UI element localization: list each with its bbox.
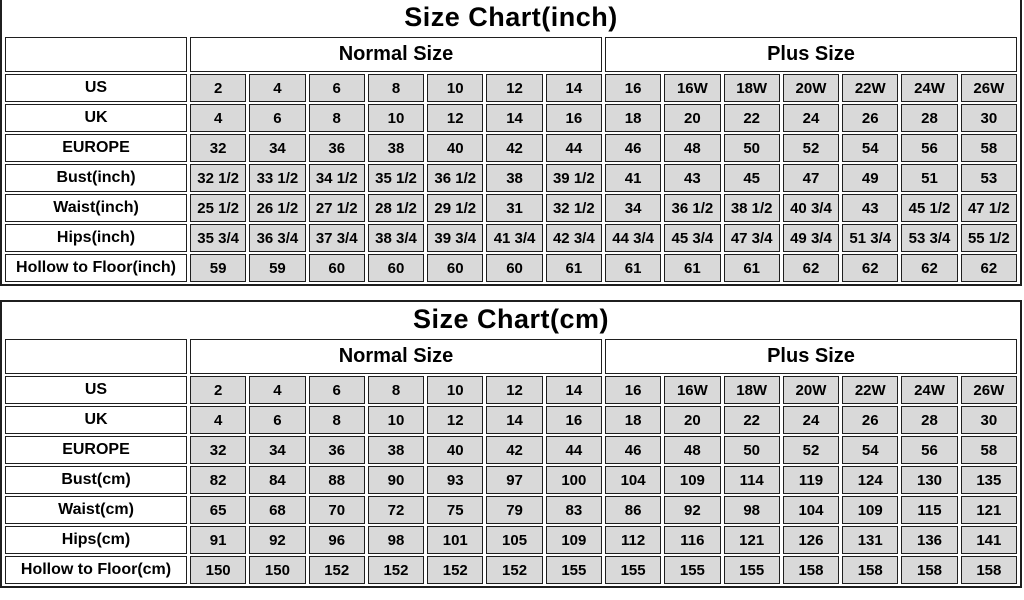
size-cell: 38: [368, 134, 424, 162]
group-header-row: [5, 339, 1017, 374]
size-cell: 109: [664, 466, 720, 494]
size-cell: 44 3/4: [605, 224, 661, 252]
size-cell: 155: [605, 556, 661, 584]
size-cell: 60: [368, 254, 424, 282]
size-cell: 124: [842, 466, 898, 494]
size-cell: 158: [901, 556, 957, 584]
row-label: UK: [5, 104, 187, 132]
size-cell: 96: [309, 526, 365, 554]
size-cell: 92: [664, 496, 720, 524]
size-cell: 39 3/4: [427, 224, 483, 252]
size-chart-inch-block: [0, 0, 1022, 286]
size-cell: 48: [664, 436, 720, 464]
table-row: [5, 74, 1017, 102]
size-cell: 2: [190, 376, 246, 404]
size-cell: 62: [842, 254, 898, 282]
table-row: [5, 466, 1017, 494]
table-row: [5, 254, 1017, 282]
size-cell: 155: [724, 556, 780, 584]
size-cell: 24: [783, 104, 839, 132]
size-cell: 62: [783, 254, 839, 282]
size-cell: 56: [901, 134, 957, 162]
size-cell: 26: [842, 104, 898, 132]
size-cell: 20: [664, 406, 720, 434]
size-cell: 40 3/4: [783, 194, 839, 222]
size-cell: 16: [546, 406, 602, 434]
row-label: US: [5, 74, 187, 102]
size-cell: 53 3/4: [901, 224, 957, 252]
size-cell: 97: [486, 466, 542, 494]
chart-title-cm: Size Chart(cm): [412, 304, 610, 334]
row-label: Hollow to Floor(cm): [5, 556, 187, 584]
size-cell: 116: [664, 526, 720, 554]
table-row: [5, 496, 1017, 524]
size-cell: 152: [427, 556, 483, 584]
size-cell: 58: [961, 134, 1017, 162]
size-cell: 2: [190, 74, 246, 102]
size-cell: 45 1/2: [901, 194, 957, 222]
size-cell: 152: [309, 556, 365, 584]
size-cell: 91: [190, 526, 246, 554]
size-cell: 43: [664, 164, 720, 192]
size-cell: 100: [546, 466, 602, 494]
table-row: [5, 194, 1017, 222]
row-label: EUROPE: [5, 436, 187, 464]
size-cell: 6: [249, 406, 305, 434]
size-cell: 41: [605, 164, 661, 192]
size-cell: 158: [842, 556, 898, 584]
size-cell: 45: [724, 164, 780, 192]
size-cell: 150: [190, 556, 246, 584]
size-cell: 14: [486, 104, 542, 132]
row-label: Bust(inch): [5, 164, 187, 192]
size-cell: 31: [486, 194, 542, 222]
size-cell: 50: [724, 436, 780, 464]
size-cell: 61: [724, 254, 780, 282]
size-cell: 54: [842, 436, 898, 464]
size-cell: 32 1/2: [546, 194, 602, 222]
size-cell: 109: [546, 526, 602, 554]
size-cell: 18W: [724, 74, 780, 102]
size-cell: 105: [486, 526, 542, 554]
group-header: Plus Size: [605, 339, 1017, 374]
row-label: EUROPE: [5, 134, 187, 162]
size-cell: 112: [605, 526, 661, 554]
size-cell: 72: [368, 496, 424, 524]
size-cell: 152: [486, 556, 542, 584]
size-cell: 4: [249, 74, 305, 102]
size-cell: 45 3/4: [664, 224, 720, 252]
size-cell: 79: [486, 496, 542, 524]
row-label: Bust(cm): [5, 466, 187, 494]
table-row: [5, 104, 1017, 132]
size-cell: 8: [309, 104, 365, 132]
table-row: [5, 134, 1017, 162]
size-cell: 36 1/2: [664, 194, 720, 222]
size-cell: 121: [724, 526, 780, 554]
size-cell: 40: [427, 134, 483, 162]
size-cell: 16W: [664, 376, 720, 404]
size-cell: 60: [486, 254, 542, 282]
row-label: UK: [5, 406, 187, 434]
size-cell: 82: [190, 466, 246, 494]
size-cell: 22: [724, 406, 780, 434]
row-label: Waist(inch): [5, 194, 187, 222]
size-cell: 61: [664, 254, 720, 282]
size-cell: 36 1/2: [427, 164, 483, 192]
size-cell: 90: [368, 466, 424, 494]
size-cell: 14: [486, 406, 542, 434]
size-cell: 61: [605, 254, 661, 282]
size-cell: 30: [961, 406, 1017, 434]
size-cell: 8: [368, 376, 424, 404]
size-cell: 33 1/2: [249, 164, 305, 192]
size-cell: 38: [486, 164, 542, 192]
size-cell: 43: [842, 194, 898, 222]
size-cell: 4: [249, 376, 305, 404]
size-cell: 59: [190, 254, 246, 282]
size-cell: 48: [664, 134, 720, 162]
size-cell: 53: [961, 164, 1017, 192]
size-cell: 93: [427, 466, 483, 494]
size-cell: 32: [190, 436, 246, 464]
size-cell: 44: [546, 134, 602, 162]
row-label: US: [5, 376, 187, 404]
table-row: [5, 224, 1017, 252]
size-cell: 98: [368, 526, 424, 554]
size-cell: 158: [783, 556, 839, 584]
size-cell: 34 1/2: [309, 164, 365, 192]
size-cell: 37 3/4: [309, 224, 365, 252]
size-cell: 6: [249, 104, 305, 132]
size-cell: 51 3/4: [842, 224, 898, 252]
size-cell: 32 1/2: [190, 164, 246, 192]
size-cell: 29 1/2: [427, 194, 483, 222]
size-cell: 27 1/2: [309, 194, 365, 222]
row-label: Hollow to Floor(inch): [5, 254, 187, 282]
size-cell: 10: [368, 406, 424, 434]
size-cell: 12: [486, 376, 542, 404]
size-cell: 152: [368, 556, 424, 584]
size-cell: 47 1/2: [961, 194, 1017, 222]
size-cell: 22: [724, 104, 780, 132]
size-cell: 32: [190, 134, 246, 162]
size-cell: 135: [961, 466, 1017, 494]
size-cell: 46: [605, 134, 661, 162]
size-cell: 34: [605, 194, 661, 222]
size-cell: 22W: [842, 376, 898, 404]
size-cell: 36: [309, 134, 365, 162]
size-cell: 104: [783, 496, 839, 524]
table-row: [5, 406, 1017, 434]
size-cell: 14: [546, 74, 602, 102]
size-cell: 131: [842, 526, 898, 554]
size-cell: 68: [249, 496, 305, 524]
size-cell: 16: [605, 74, 661, 102]
size-cell: 61: [546, 254, 602, 282]
size-cell: 4: [190, 406, 246, 434]
size-cell: 70: [309, 496, 365, 524]
size-cell: 24W: [901, 376, 957, 404]
size-cell: 75: [427, 496, 483, 524]
size-cell: 49: [842, 164, 898, 192]
size-cell: 59: [249, 254, 305, 282]
size-cell: 18: [605, 406, 661, 434]
size-cell: 10: [427, 376, 483, 404]
row-label: Hips(cm): [5, 526, 187, 554]
size-cell: 8: [368, 74, 424, 102]
size-table-cm: [2, 337, 1020, 586]
size-cell: 25 1/2: [190, 194, 246, 222]
size-cell: 141: [961, 526, 1017, 554]
size-cell: 47: [783, 164, 839, 192]
size-cell: 60: [427, 254, 483, 282]
size-cell: 150: [249, 556, 305, 584]
size-cell: 65: [190, 496, 246, 524]
size-cell: 16W: [664, 74, 720, 102]
size-cell: 24W: [901, 74, 957, 102]
size-cell: 18W: [724, 376, 780, 404]
size-cell: 12: [427, 104, 483, 132]
size-cell: 12: [486, 74, 542, 102]
size-cell: 115: [901, 496, 957, 524]
size-cell: 28: [901, 406, 957, 434]
size-cell: 18: [605, 104, 661, 132]
size-cell: 130: [901, 466, 957, 494]
group-header: Normal Size: [190, 37, 602, 72]
size-cell: 38 1/2: [724, 194, 780, 222]
size-cell: 126: [783, 526, 839, 554]
size-cell: 60: [309, 254, 365, 282]
size-cell: 40: [427, 436, 483, 464]
size-cell: 92: [249, 526, 305, 554]
size-cell: 35 1/2: [368, 164, 424, 192]
size-cell: 62: [901, 254, 957, 282]
row-label: Hips(inch): [5, 224, 187, 252]
size-cell: 10: [368, 104, 424, 132]
size-cell: 16: [605, 376, 661, 404]
size-cell: 54: [842, 134, 898, 162]
size-cell: 34: [249, 436, 305, 464]
table-row: [5, 164, 1017, 192]
size-cell: 14: [546, 376, 602, 404]
size-cell: 55 1/2: [961, 224, 1017, 252]
size-cell: 39 1/2: [546, 164, 602, 192]
size-cell: 47 3/4: [724, 224, 780, 252]
size-cell: 51: [901, 164, 957, 192]
size-cell: 42: [486, 436, 542, 464]
size-cell: 52: [783, 436, 839, 464]
size-cell: 41 3/4: [486, 224, 542, 252]
table-row: [5, 376, 1017, 404]
size-cell: 10: [427, 74, 483, 102]
size-cell: 98: [724, 496, 780, 524]
size-cell: 86: [605, 496, 661, 524]
group-header: Normal Size: [190, 339, 602, 374]
size-cell: 28: [901, 104, 957, 132]
size-cell: 24: [783, 406, 839, 434]
size-cell: 155: [546, 556, 602, 584]
size-cell: 42 3/4: [546, 224, 602, 252]
size-cell: 12: [427, 406, 483, 434]
size-cell: 104: [605, 466, 661, 494]
size-cell: 26W: [961, 376, 1017, 404]
size-cell: 155: [664, 556, 720, 584]
size-cell: 158: [961, 556, 1017, 584]
size-cell: 6: [309, 376, 365, 404]
size-cell: 8: [309, 406, 365, 434]
corner-cell: [5, 37, 187, 72]
size-cell: 4: [190, 104, 246, 132]
size-cell: 26: [842, 406, 898, 434]
size-cell: 44: [546, 436, 602, 464]
size-cell: 52: [783, 134, 839, 162]
row-label: Waist(cm): [5, 496, 187, 524]
size-cell: 88: [309, 466, 365, 494]
group-header-row: [5, 37, 1017, 72]
group-header: Plus Size: [605, 37, 1017, 72]
size-cell: 38: [368, 436, 424, 464]
size-cell: 30: [961, 104, 1017, 132]
size-chart-cm-block: [0, 300, 1022, 588]
size-cell: 36 3/4: [249, 224, 305, 252]
size-cell: 20W: [783, 74, 839, 102]
size-cell: 20: [664, 104, 720, 132]
size-cell: 136: [901, 526, 957, 554]
size-cell: 119: [783, 466, 839, 494]
chart-title-inch: Size Chart(inch): [404, 2, 618, 32]
size-cell: 49 3/4: [783, 224, 839, 252]
size-cell: 114: [724, 466, 780, 494]
size-cell: 58: [961, 436, 1017, 464]
size-cell: 35 3/4: [190, 224, 246, 252]
size-cell: 22W: [842, 74, 898, 102]
size-cell: 20W: [783, 376, 839, 404]
size-cell: 16: [546, 104, 602, 132]
size-cell: 50: [724, 134, 780, 162]
table-row: [5, 436, 1017, 464]
size-cell: 109: [842, 496, 898, 524]
size-cell: 101: [427, 526, 483, 554]
corner-cell: [5, 339, 187, 374]
size-cell: 6: [309, 74, 365, 102]
size-cell: 56: [901, 436, 957, 464]
size-cell: 26W: [961, 74, 1017, 102]
size-table-inch: [2, 35, 1020, 284]
size-cell: 84: [249, 466, 305, 494]
size-cell: 36: [309, 436, 365, 464]
size-cell: 83: [546, 496, 602, 524]
table-row: [5, 556, 1017, 584]
size-cell: 28 1/2: [368, 194, 424, 222]
size-cell: 34: [249, 134, 305, 162]
size-cell: 26 1/2: [249, 194, 305, 222]
size-cell: 42: [486, 134, 542, 162]
size-cell: 62: [961, 254, 1017, 282]
size-cell: 38 3/4: [368, 224, 424, 252]
size-cell: 121: [961, 496, 1017, 524]
table-row: [5, 526, 1017, 554]
size-cell: 46: [605, 436, 661, 464]
